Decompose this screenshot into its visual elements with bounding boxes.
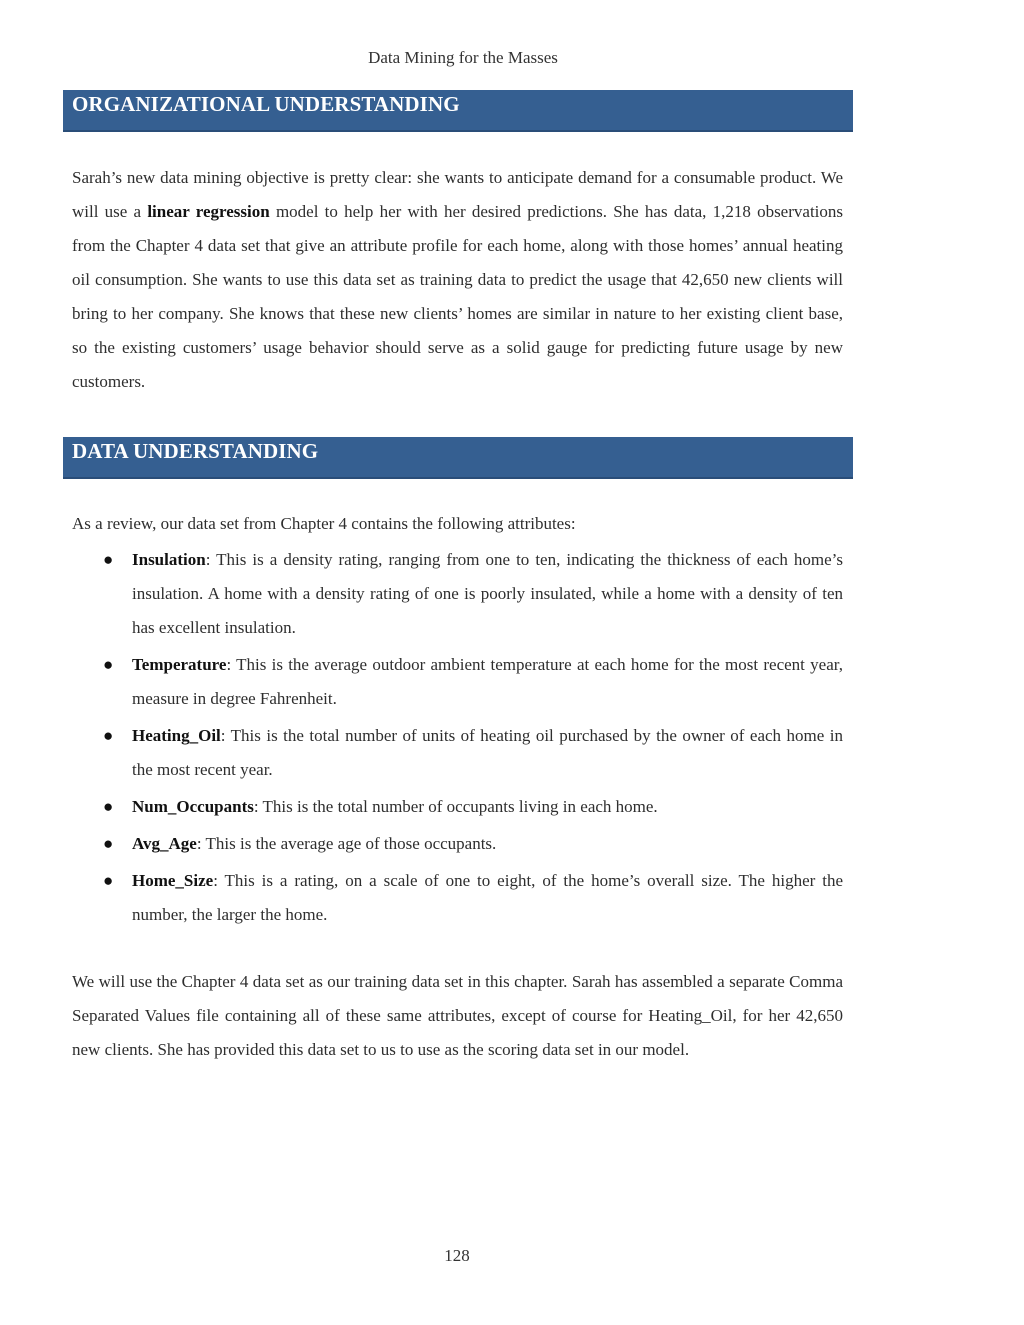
list-item-temperature bbox=[72, 648, 843, 716]
linear-regression-term: linear regression bbox=[147, 202, 270, 221]
organizational-text-start: Sarah’s new data mining objective is pretty clear: she wants to anticipate demand for a consumable product. We will use a bbox=[72, 168, 843, 221]
section-heading-bar-data-understanding bbox=[63, 437, 853, 479]
attribute-name: Temperature bbox=[132, 655, 227, 674]
section-heading-data-understanding: DATA UNDERSTANDING bbox=[72, 439, 319, 463]
bullet-icon: ● bbox=[103, 834, 114, 853]
attribute-name: Heating_Oil bbox=[132, 726, 221, 745]
attribute-description: : This is the total number of units of heating oil purchased by the owner of each home in the most recent year. bbox=[132, 726, 843, 779]
attribute-name: Insulation bbox=[132, 550, 206, 569]
list-item-heating-oil bbox=[72, 719, 843, 787]
attribute-list bbox=[72, 543, 843, 935]
section-heading-bar-organizational bbox=[63, 90, 853, 132]
list-item-num-occupants bbox=[72, 790, 843, 824]
attribute-name: Avg_Age bbox=[132, 834, 197, 853]
attribute-description: : This is a density rating, ranging from one to ten, indicating the thickness of each home’s insulation. A home with a density rating of one is poorly insulated, while a home with a density of ten has excellent insulation. bbox=[132, 550, 843, 637]
section-heading-organizational: ORGANIZATIONAL UNDERSTANDING bbox=[72, 92, 460, 116]
bullet-icon: ● bbox=[103, 655, 114, 674]
list-item-avg-age bbox=[72, 827, 843, 861]
page-number: 128 bbox=[444, 1246, 470, 1265]
bullet-icon: ● bbox=[103, 550, 114, 569]
attribute-name: Num_Occupants bbox=[132, 797, 254, 816]
list-item-insulation bbox=[72, 543, 843, 645]
bullet-icon: ● bbox=[103, 726, 114, 745]
organizational-text-end: model to help her with her desired predictions. She has data, 1,218 observations from the Chapter 4 data set that give an attribute profile for each home, along with those homes’ annual heating oil consumption. She wants to use this data set as training data to predict the usage that 42,650 new clients will bring to her company. She knows that these new clients’ homes are similar in nature to her existing client base, so the existing customers’ usage behavior should serve as a solid gauge for predicting future usage by new customers. bbox=[72, 202, 844, 391]
organizational-paragraph bbox=[72, 161, 843, 399]
attribute-description: : This is the average age of those occupants. bbox=[196, 834, 497, 853]
bullet-icon: ● bbox=[103, 871, 114, 890]
list-item-home-size bbox=[72, 864, 843, 932]
bullet-icon: ● bbox=[103, 797, 114, 816]
attribute-description: : This is the total number of occupants living in each home. bbox=[253, 797, 658, 816]
attribute-description: : This is the average outdoor ambient temperature at each home for the most recent year, measure in degree Fahrenheit. bbox=[132, 655, 843, 708]
closing-paragraph: We will use the Chapter 4 data set as our training data set in this chapter. Sarah has assembled a separate Comma Separated Values file containing all of these same attributes, except of course for Heating_Oil, for her 42,650 new clients. She has provided this data set to us to use as the scoring data set in our model. bbox=[72, 972, 843, 1059]
data-understanding-intro: As a review, our data set from Chapter 4 contains the following attributes: bbox=[72, 514, 576, 533]
attribute-description: : This is a rating, on a scale of one to eight, of the home’s overall size. The higher the number, the larger the home. bbox=[132, 871, 843, 924]
attribute-name: Home_Size bbox=[132, 871, 214, 890]
running-header: Data Mining for the Masses bbox=[368, 48, 558, 67]
